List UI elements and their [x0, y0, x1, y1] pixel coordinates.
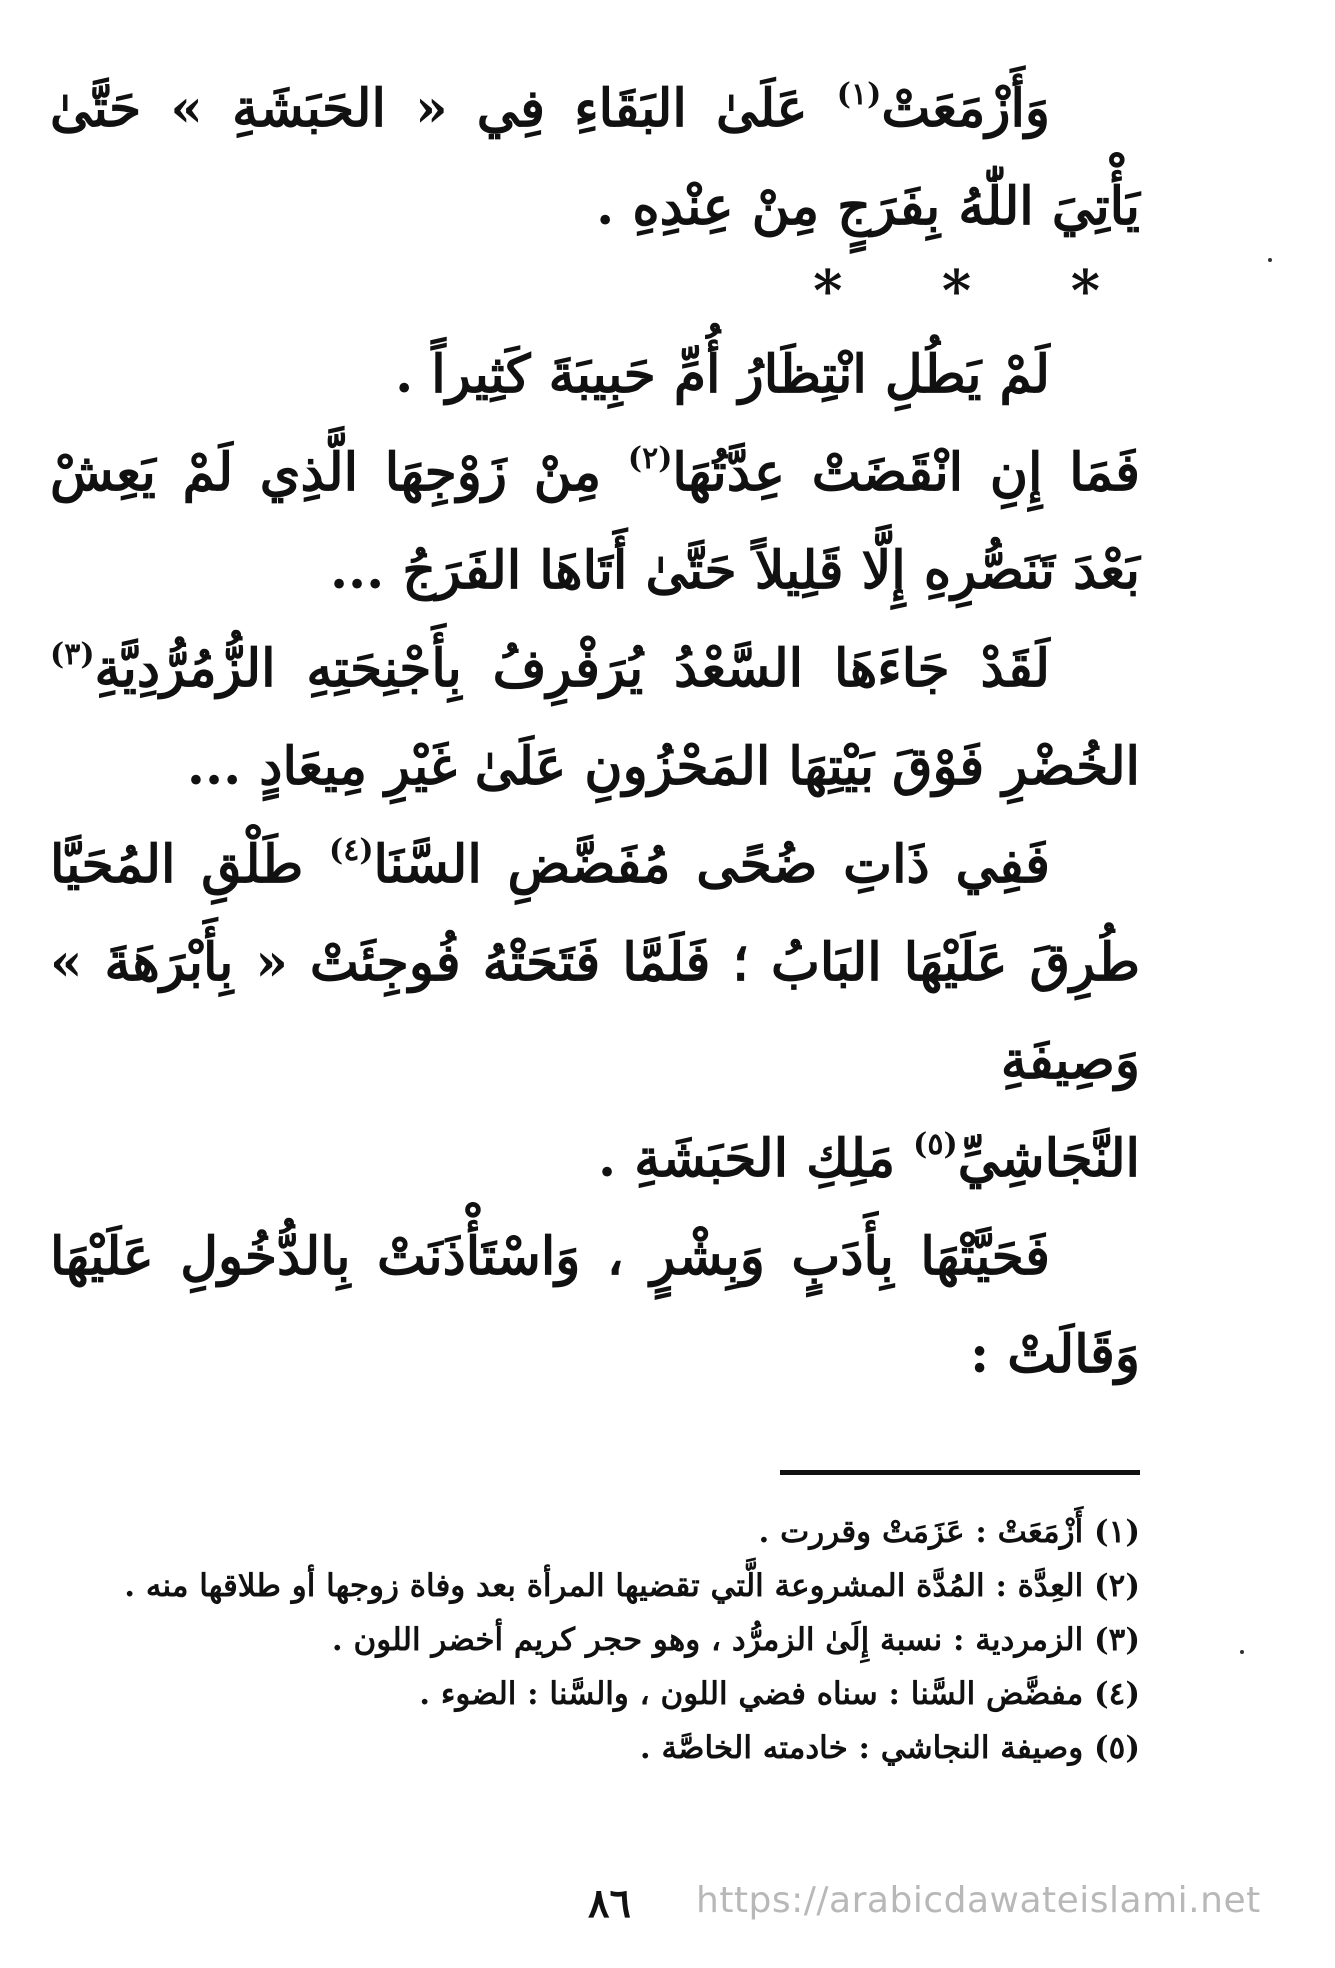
paragraph-1 — [50, 60, 1140, 256]
footnote-1: (١) أَزْمَعَتْ : عَزَمَتْ وقررت . — [758, 1514, 1140, 1550]
paragraph-4 — [50, 620, 1140, 816]
main-text — [50, 60, 1140, 1404]
footnote-ref-5: (٥) — [913, 1127, 958, 1162]
footnote-ref-1: (١) — [836, 77, 882, 112]
paragraph-7 — [50, 1208, 1140, 1404]
page-number: ٨٦ — [588, 1880, 631, 1927]
paragraph-6 — [50, 1110, 1140, 1208]
footnote-ref-2: (٢) — [627, 441, 673, 476]
section-separator: * * * — [813, 258, 1140, 324]
paragraph-5-text-b: طَلْقِ المُحَيَّا طُرِقَ عَلَيْهَا البَابُ ؛ فَلَمَّا فَتَحَتْهُ فُوجِئَتْ « بِأَبْرَهَةَ » وَصِيفَةِ — [50, 834, 1140, 1091]
paragraph-4-text-b: الخُضْرِ فَوْقَ بَيْتِهَا المَحْزُونِ عَلَىٰ غَيْرِ مِيعَادٍ ... — [186, 736, 1140, 797]
paragraph-2 — [50, 326, 1140, 424]
footnote-ref-3: (٣) — [50, 637, 95, 672]
paragraph-4-text-a: لَقَدْ جَاءَهَا السَّعْدُ يُرَفْرِفُ بِأَجْنِحَتِهِ الزُّمُرُّدِيَّةِ — [94, 638, 1050, 699]
footnote-divider — [780, 1470, 1140, 1475]
paragraph-3 — [50, 424, 1140, 620]
paragraph-6-text-b: مَلِكِ الحَبَشَةِ . — [598, 1128, 914, 1189]
paragraph-6-text-a: النَّجَاشِيِّ — [957, 1128, 1140, 1189]
paragraph-5 — [50, 816, 1140, 1110]
paragraph-3-text-b: مِنْ زَوْجِهَا الَّذِي لَمْ يَعِشْ بَعْدَ تَنَصُّرِهِ إِلَّا قَلِيلاً حَتَّىٰ أَتَاهَا الفَرَجُ ... — [50, 442, 1140, 601]
footnote-5: (٥) وصيفة النجاشي : خادمته الخاصَّة . — [639, 1730, 1140, 1766]
footnote-3: (٣) الزمردية : نسبة إِلَىٰ الزمرُّد ، وهو حجر كريم أخضر اللون . — [331, 1622, 1140, 1658]
paragraph-1-text-a: وَأَزْمَعَتْ — [881, 78, 1050, 139]
scan-speck — [1268, 258, 1272, 262]
paragraph-1-text-b: عَلَىٰ البَقَاءِ فِي « الحَبَشَةِ » حَتَّىٰ يَأْتِيَ اللّٰهُ بِفَرَجٍ مِنْ عِنْدِهِ . — [50, 78, 1140, 237]
footnote-2: (٢) العِدَّة : المُدَّة المشروعة الَّتي تقضيها المرأة بعد وفاة زوجها أو طلاقها منه . — [124, 1568, 1140, 1604]
paragraph-5-text-a: فَفِي ذَاتِ ضُحًى مُفَضَّضِ السَّنَا — [373, 834, 1050, 895]
footnotes — [40, 1505, 1140, 1775]
scan-speck — [1240, 1650, 1244, 1654]
footnote-ref-4: (٤) — [329, 833, 374, 868]
watermark-url: https://arabicdawateislami.net — [696, 1880, 1261, 1921]
paragraph-2-text: لَمْ يَطُلِ انْتِظَارُ أُمِّ حَبِيبَةَ كَثِيراً . — [395, 344, 1050, 405]
paragraph-7-text: فَحَيَّتْهَا بِأَدَبٍ وَبِشْرٍ ، وَاسْتَأْذَنَتْ بِالدُّخُولِ عَلَيْهَا وَقَالَتْ : — [50, 1226, 1140, 1385]
paragraph-3-text-a: فَمَا إِنِ انْقَضَتْ عِدَّتُهَا — [672, 442, 1140, 503]
footnote-4: (٤) مفضَّض السَّنا : سناه فضي اللون ، والسَّنا : الضوء . — [419, 1676, 1140, 1712]
